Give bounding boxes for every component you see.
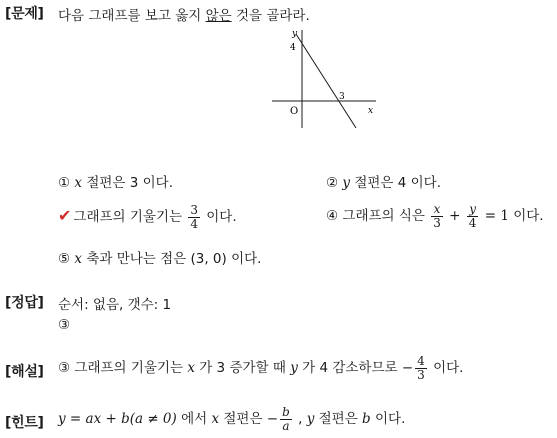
explanation-text [58,350,463,386]
hint-fraction [280,406,292,433]
choice-1-number: ① [58,175,71,191]
hint-text [58,401,405,437]
fraction-numerator: 4 [417,353,425,368]
hint-text-c: , [293,411,307,427]
question-text [58,4,310,24]
choice-2[interactable] [326,171,441,191]
fraction-numerator: y [467,203,479,217]
choice-4-text-b: 이다. [508,208,544,224]
hint-tag: [힌트] [5,415,44,431]
choice-4-number: ④ [326,208,339,224]
hint-text-a: 에서 [176,411,212,427]
fraction-numerator: x [431,203,443,217]
hint-var-y: y [306,411,315,427]
choice-2-variable: y [342,175,351,191]
explanation-text-c: 가 4 감소하므로 − [297,360,414,376]
hint-var-x: x [211,411,220,427]
explanation-tag: [해설] [5,364,44,380]
choice-3-fraction [188,204,200,231]
plus-sign: + [444,208,465,224]
fraction-denominator: 4 [468,215,477,230]
question-underlined: 않은 [205,8,232,24]
graph-line [296,34,356,128]
choice-5[interactable] [58,247,261,267]
fraction-denominator: 3 [433,215,441,230]
choice-2-number: ② [326,175,339,191]
y-axis-label: y [292,29,298,39]
answer-line-1: 순서: 없음, 갯수: 1 [58,297,172,313]
y-intercept-label: 4 [290,43,296,53]
explanation-var-y: y [290,360,298,376]
line-graph [270,28,380,133]
hint-var-b: b [362,411,371,427]
choice-5-variable: x [74,251,83,267]
choice-1-text: 절편은 3 이다. [82,175,173,191]
explanation-var-x: x [187,360,195,376]
choice-4-fraction-1 [431,203,443,230]
choice-5-text: 축과 만나는 점은 (3, 0) 이다. [82,251,262,267]
choice-1[interactable] [58,171,173,191]
choice-3[interactable] [58,200,237,233]
hint-text-e: 이다. [370,411,406,427]
x-intercept-label: 3 [339,92,345,102]
choice-4-text-a: 그래프의 식은 [342,208,430,224]
equals-one: = 1 [480,208,509,224]
origin-label: O [290,106,299,117]
hint-formula: y = ax + b(a ≠ 0) [58,411,177,427]
fraction-denominator: a [282,418,290,433]
explanation-text-a: 그래프의 기울기는 [70,360,188,376]
fraction-denominator: 4 [190,216,198,231]
explanation-text-d: 이다. [428,360,464,376]
choice-5-number: ⑤ [58,251,71,267]
checkmark-icon: ✔ [58,206,72,225]
hint-text-d: 절편은 [314,411,363,427]
problem-tag: [문제] [5,6,44,22]
explanation-text-b: 가 3 증가할 때 [194,360,291,376]
choice-3-text-b: 이다. [201,209,237,225]
choice-1-variable: x [74,175,83,191]
choice-2-text: 절편은 4 이다. [350,175,442,191]
choice-3-text-a: 그래프의 기울기는 [73,209,187,225]
answer-tag: [정답] [5,295,44,311]
question-part-a: 다음 그래프를 보고 옳지 [58,8,206,24]
explanation-fraction [415,355,427,382]
answer-line-2: ③ [58,317,71,333]
hint-text-b: 절편은 − [219,411,279,427]
fraction-numerator: b [282,404,290,419]
choice-4[interactable] [326,200,544,232]
fraction-denominator: 3 [417,367,425,382]
fraction-numerator: 3 [190,202,198,217]
explanation-number: ③ [58,360,71,376]
x-axis-label: x [368,106,374,116]
choice-4-fraction-2 [467,203,479,230]
question-part-c: 것을 골라라. [231,8,310,24]
